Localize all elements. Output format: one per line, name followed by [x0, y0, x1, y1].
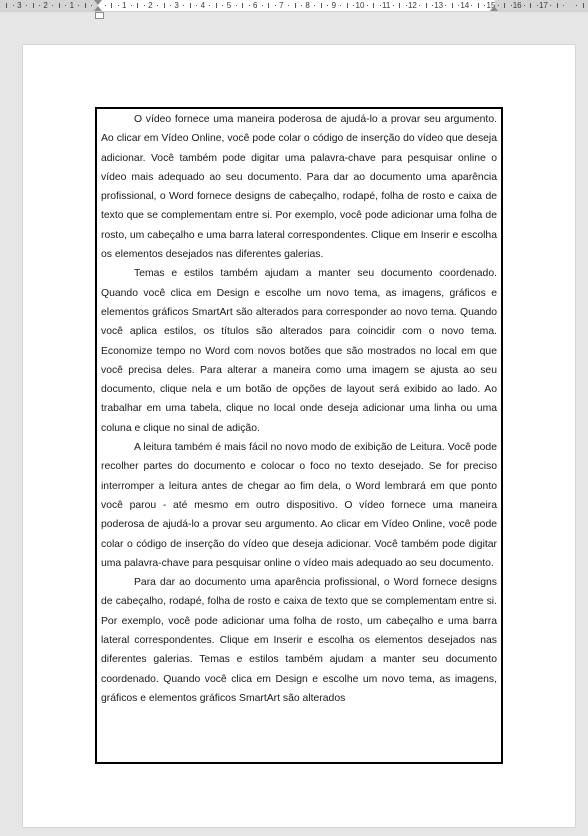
ruler-label: 12 — [407, 1, 417, 10]
ruler-half-tick — [478, 3, 479, 8]
ruler-tick — [576, 5, 577, 6]
ruler-half-tick — [111, 3, 112, 8]
ruler-tick — [301, 5, 302, 6]
ruler-tick — [275, 5, 276, 6]
ruler-half-tick — [33, 3, 34, 8]
ruler-tick — [262, 5, 263, 6]
ruler-tick — [353, 5, 354, 6]
ruler-tick — [340, 5, 341, 6]
ruler-label: 10 — [355, 1, 365, 10]
paragraph[interactable]: Para dar ao documento uma aparência profissional, o Word fornece designs de cabeçalho, rodapé, folha de rosto e caixa de texto que se complementam entre si. Por exemplo, você pode adicionar uma folha de rosto, um cabeçalho e uma barra lateral correspondentes. Clique em Inserir e escolha os elementos desejados nas diferentes galerias. Temas e estilos também ajudam a manter seu documento coordenado. Quando você clica em Design e escolhe um novo tema, as imagens, gráficos e elementos gráficos SmartArt são alterados — [101, 577, 497, 704]
ruler-label: 17 — [538, 1, 548, 10]
ruler-label: 4 — [200, 1, 206, 10]
ruler-half-tick — [137, 3, 138, 8]
ruler-half-tick — [504, 3, 505, 8]
ruler-label: 14 — [460, 1, 470, 10]
ruler-tick — [314, 5, 315, 6]
ruler-tick — [288, 5, 289, 6]
paragraph[interactable]: Temas e estilos também ajudam a manter seu documento coordenado. Quando você clica em Design e escolhe um novo tema, as imagens, gráficos e elementos gráficos SmartArt são alterados para corresponder ao novo tema. Quando você aplica estilos, os títulos são alterados para coincidir com o novo tema. Economize tempo no Word com novos botões que são mostrados no local em que você precisa deles. Para alterar a maneira como uma imagem se ajusta ao seu documento, clique nela e um botão de opções de layout será exibido ao lado. Ao trabalhar em uma tabela, clique no local onde deseja adicionar uma linha ou uma coluna e clique no sinal de adição. — [101, 268, 497, 434]
ruler-label: 1 — [121, 1, 127, 10]
ruler-half-tick — [347, 3, 348, 8]
ruler-tick — [157, 5, 158, 6]
text-box[interactable] — [95, 107, 503, 764]
ruler-label: 13 — [434, 1, 444, 10]
ruler-tick — [131, 5, 132, 6]
ruler-tick — [249, 5, 250, 6]
ruler-label: 5 — [226, 1, 232, 10]
ruler-tick — [393, 5, 394, 6]
left-indent-marker[interactable] — [95, 12, 104, 19]
ruler-tick — [52, 5, 53, 6]
ruler-tick — [550, 5, 551, 6]
ruler-tick — [406, 5, 407, 6]
ruler-half-tick — [190, 3, 191, 8]
ruler-half-tick — [452, 3, 453, 8]
ruler-tick — [183, 5, 184, 6]
ruler-half-tick — [295, 3, 296, 8]
ruler-tick — [144, 5, 145, 6]
ruler-tick — [537, 5, 538, 6]
ruler-tick — [105, 5, 106, 6]
ruler-half-tick — [6, 3, 7, 8]
paragraph[interactable]: A leitura também é mais fácil no novo modo de exibição de Leitura. Você pode recolher partes do documento e colocar o foco no texto desejado. Se for preciso interromper a leitura antes de chegar ao fim dela, o Word lembrará em que ponto você parou - até mesmo em outro dispositivo. O vídeo fornece uma maneira poderosa de ajudá-lo a provar seu argumento. Ao clicar em Vídeo Online, você pode colar o código de inserção do vídeo que deseja adicionar. Você também pode digitar uma palavra-chave para pesquisar online o vídeo mais adequado ao seu documento. — [101, 442, 497, 569]
ruler-half-tick — [242, 3, 243, 8]
ruler-tick — [458, 5, 459, 6]
ruler-tick — [563, 5, 564, 6]
horizontal-ruler[interactable] — [0, 0, 588, 12]
ruler-half-tick — [216, 3, 217, 8]
ruler-tick — [13, 5, 14, 6]
ruler-tick — [209, 5, 210, 6]
ruler-tick — [367, 5, 368, 6]
ruler-label: 11 — [382, 1, 391, 10]
ruler-label: 6 — [252, 1, 258, 10]
ruler-half-tick — [321, 3, 322, 8]
ruler-half-tick — [583, 3, 584, 8]
ruler-tick — [91, 5, 92, 6]
ruler-tick — [432, 5, 433, 6]
ruler-tick — [118, 5, 119, 6]
ruler-tick — [484, 5, 485, 6]
ruler-tick — [445, 5, 446, 6]
document-page[interactable] — [22, 44, 576, 828]
ruler-tick — [196, 5, 197, 6]
ruler-tick — [39, 5, 40, 6]
hanging-indent-marker[interactable] — [94, 6, 102, 11]
ruler-half-tick — [557, 3, 558, 8]
ruler-tick — [26, 5, 27, 6]
ruler-tick — [236, 5, 237, 6]
ruler-tick — [222, 5, 223, 6]
ruler-tick — [524, 5, 525, 6]
ruler-half-tick — [373, 3, 374, 8]
ruler-tick — [327, 5, 328, 6]
ruler-label: 8 — [305, 1, 310, 10]
ruler-half-tick — [530, 3, 531, 8]
ruler-tick — [419, 5, 420, 6]
ruler-label: 1 — [69, 1, 75, 10]
ruler-half-tick — [268, 3, 269, 8]
ruler-tick — [471, 5, 472, 6]
ruler-tick — [380, 5, 381, 6]
ruler-label: 2 — [43, 1, 48, 10]
ruler-half-tick — [399, 3, 400, 8]
ruler-half-tick — [85, 3, 86, 8]
ruler-label: 3 — [174, 1, 179, 10]
ruler-label: 9 — [331, 1, 337, 10]
ruler-tick — [511, 5, 512, 6]
ruler-half-tick — [164, 3, 165, 8]
first-line-indent-marker[interactable] — [94, 0, 102, 5]
ruler-tick — [78, 5, 79, 6]
ruler-half-tick — [426, 3, 427, 8]
ruler-label: 15 — [486, 1, 496, 10]
ruler-left-margin — [0, 0, 98, 11]
ruler-half-tick — [59, 3, 60, 8]
paragraph[interactable]: O vídeo fornece uma maneira poderosa de ajudá-lo a provar seu argumento. Ao clicar em Vídeo Online, você pode colar o código de inserção do vídeo que deseja adicionar. Você também pode digitar uma palavra-chave para pesquisar online o vídeo mais adequado ao seu documento. Para dar ao documento uma aparência profissional, o Word fornece designs de cabeçalho, rodapé, folha de rosto e caixa de texto que se complementam entre si. Por exemplo, você pode adicionar uma folha de rosto, um cabeçalho e uma barra lateral correspondentes. Clique em Inserir e escolha os elementos desejados nas diferentes galerias. — [101, 114, 497, 261]
ruler-label: 3 — [17, 1, 22, 10]
ruler-tick — [170, 5, 171, 6]
ruler-label: 7 — [279, 1, 284, 10]
ruler-label: 2 — [148, 1, 153, 10]
ruler-tick — [65, 5, 66, 6]
right-indent-marker[interactable] — [490, 6, 498, 11]
ruler-label: 16 — [512, 1, 522, 10]
